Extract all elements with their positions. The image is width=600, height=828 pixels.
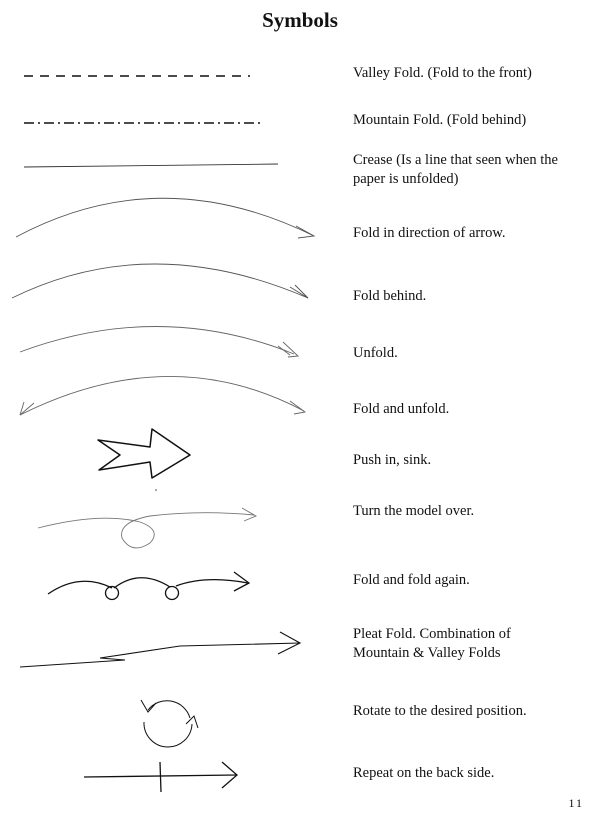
crease-line	[24, 164, 278, 167]
page-number: 11	[568, 796, 584, 810]
crease-description: Crease (Is a line that seen when the paper is unfolded)	[353, 152, 558, 187]
rotate-description: Rotate to the desired position.	[353, 703, 527, 719]
fold-direction-arrow-icon	[16, 198, 314, 238]
turn-over-arrow-icon	[38, 508, 256, 548]
mountain-fold-description: Mountain Fold. (Fold behind)	[353, 112, 527, 128]
valley-fold-description: Valley Fold. (Fold to the front)	[353, 65, 532, 81]
unfold-arrow-icon	[20, 326, 298, 357]
pleat-fold-arrow-icon	[20, 632, 300, 667]
pleat-fold-description: Pleat Fold. Combination of Mountain & Valley Folds	[353, 626, 511, 661]
rotate-arrow-icon	[141, 700, 198, 747]
page-title: Symbols	[262, 8, 338, 32]
fold-behind-description: Fold behind.	[353, 288, 427, 304]
fold-behind-arrow-icon	[12, 264, 308, 298]
repeat-back-arrow-icon	[84, 762, 237, 792]
fold-unfold-arrow-icon	[20, 376, 305, 415]
push-sink-dot	[155, 489, 157, 491]
fold-direction-description: Fold in direction of arrow.	[353, 225, 506, 241]
repeat-back-description: Repeat on the back side.	[353, 765, 495, 781]
unfold-description: Unfold.	[353, 345, 398, 361]
fold-again-arrow-icon	[48, 572, 249, 600]
push-sink-arrow-icon	[98, 429, 190, 478]
fold-and-unfold-description: Fold and unfold.	[353, 401, 450, 417]
turn-over-description: Turn the model over.	[353, 503, 475, 519]
push-sink-description: Push in, sink.	[353, 452, 432, 468]
fold-again-description: Fold and fold again.	[353, 572, 470, 588]
